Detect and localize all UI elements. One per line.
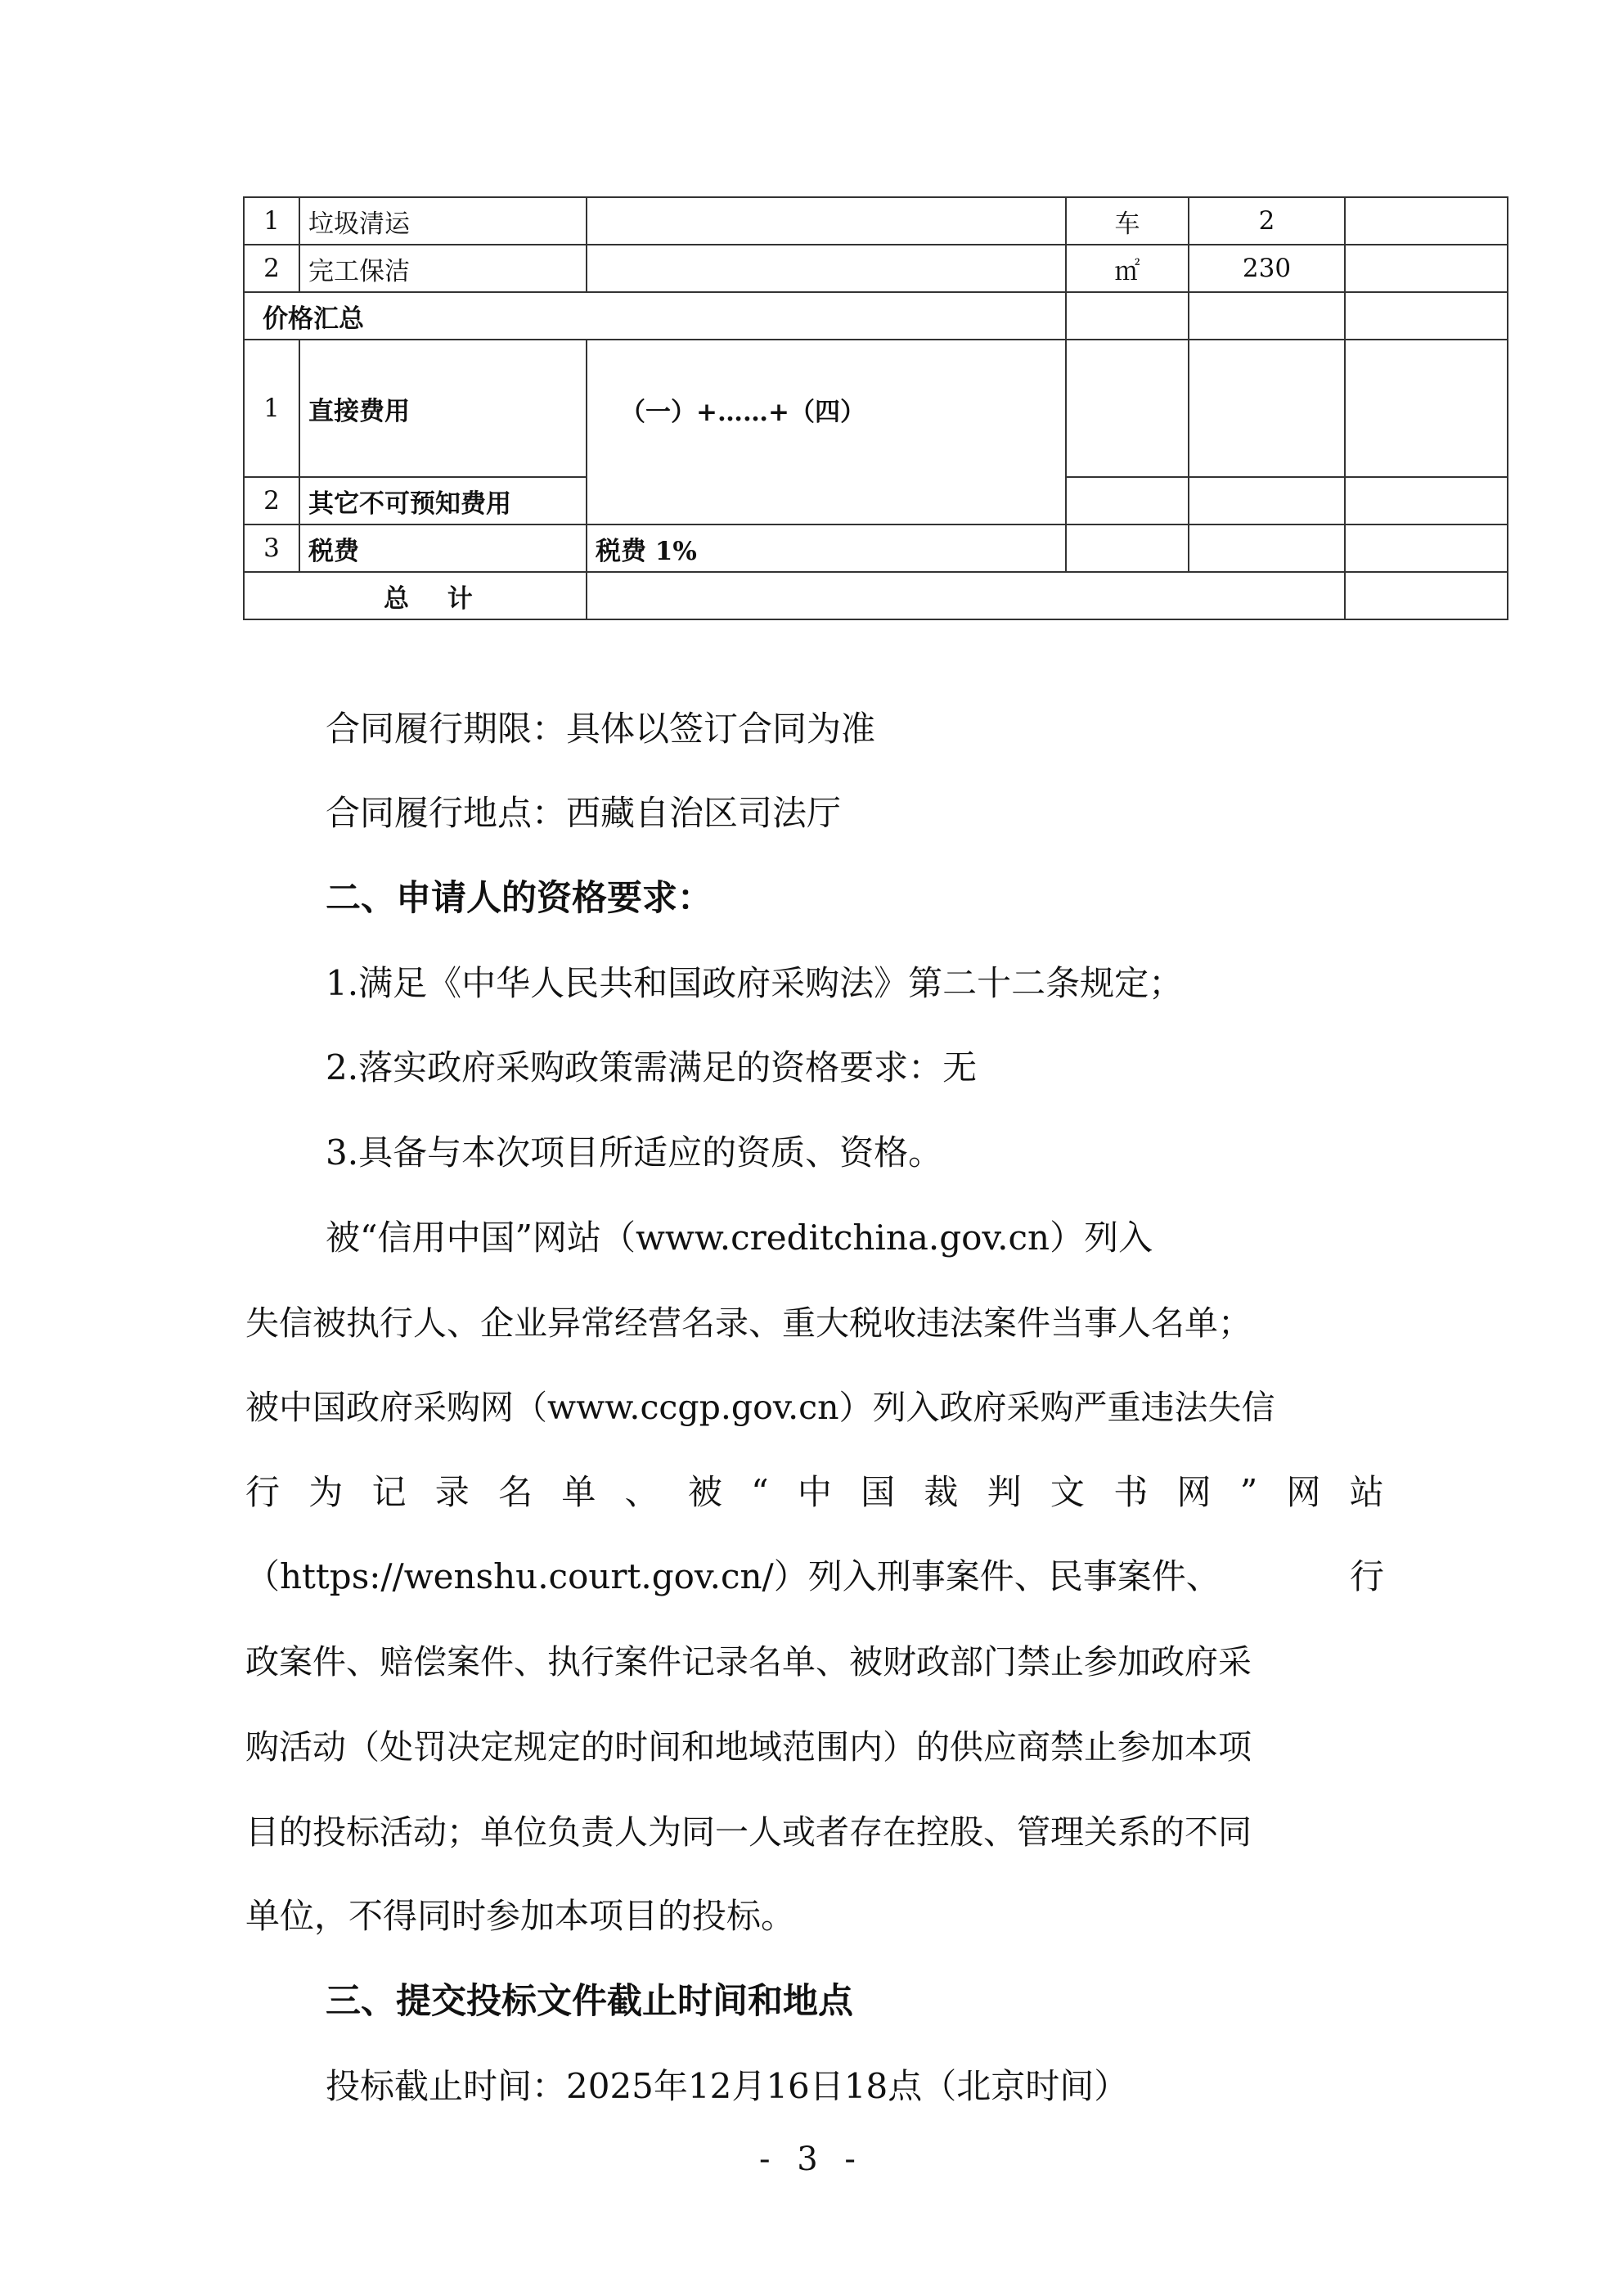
credit-line-3: 被中国政府采购网（www.ccgp.gov.cn）列入政府采购严重违法失信 [245,1388,1275,1427]
empty-cell [1345,340,1508,477]
empty-cell [1345,524,1508,572]
char: 判 [987,1472,1022,1512]
table-row [244,524,1508,572]
summary-name: 税费 [299,524,587,572]
char: 站 [1349,1472,1384,1512]
credit-line-1: 被“信用中国”网站（www.creditchina.gov.cn）列入 [326,1218,1153,1258]
credit-line-6: 政案件、赔偿案件、执行案件记录名单、被财政部门禁止参加政府采 [245,1642,1252,1681]
row-number: 1 [244,340,299,477]
empty-cell [1345,292,1508,340]
table-row [244,572,1508,619]
credit-line-5-right: 行 [1349,1556,1384,1596]
credit-line-5-left: （https://wenshu.court.gov.cn/）列入刑事案件、民事案件、 [245,1556,1221,1596]
empty-cell [1189,524,1345,572]
empty-cell [1066,477,1189,524]
char: 裁 [924,1472,959,1512]
table-row [244,197,1508,245]
empty-cell [1066,292,1189,340]
item-desc [587,245,1066,292]
section3-heading: 三、提交投标文件截止时间和地点 [326,1981,853,2022]
char: ” [1239,1472,1258,1512]
char: 国 [861,1472,896,1512]
empty-cell [1189,292,1345,340]
credit-line-4 [245,1468,1384,1517]
row-number: 2 [244,477,299,524]
item-name: 完工保洁 [299,245,587,292]
contract-location: 合同履行地点：西藏自治区司法厅 [326,793,842,833]
credit-line-9: 单位，不得同时参加本项目的投标。 [245,1896,796,1936]
char: 文 [1050,1472,1085,1512]
table-row [244,340,1508,477]
contract-term: 合同履行期限：具体以签订合同为准 [326,709,876,749]
empty-cell [1189,340,1345,477]
empty-cell [1066,340,1189,477]
section2-heading: 二、申请人的资格要求： [326,878,713,919]
item-name: 垃圾清运 [299,197,587,245]
summary-name: 其它不可预知费用 [299,477,587,524]
item-unit: ㎡ [1066,245,1189,292]
char: 中 [797,1472,832,1512]
table-row [244,245,1508,292]
char: “ [751,1472,769,1512]
char: 行 [245,1472,281,1512]
table-row [244,292,1508,340]
item-unit: 车 [1066,197,1189,245]
char: 录 [434,1472,470,1512]
credit-line-2: 失信被执行人、企业异常经营名录、重大税收违法案件当事人名单； [245,1303,1252,1343]
empty-cell [1345,477,1508,524]
requirement-1: 1.满足《中华人民共和国政府采购法》第二十二条规定； [326,963,1184,1003]
credit-line-7: 购活动（处罚决定规定的时间和地域范围内）的供应商禁止参加本项 [245,1727,1252,1767]
row-number: 3 [244,524,299,572]
page-number: - 3 - [759,2141,864,2178]
requirement-2: 2.落实政府采购政策需满足的资格要求：无 [326,1047,978,1087]
char: 单 [561,1472,596,1512]
empty-cell [1345,572,1508,619]
summary-title: 价格汇总 [244,292,1066,340]
requirement-3: 3.具备与本次项目所适应的资质、资格。 [326,1132,943,1173]
row-number: 1 [244,197,299,245]
item-qty: 230 [1189,245,1345,292]
bid-deadline: 投标截止时间：2025年12月16日18点（北京时间） [326,2066,1129,2106]
total-label: 总 计 [244,572,587,619]
tax-note: 税费 1% [587,524,1066,572]
item-desc [587,197,1066,245]
item-qty: 2 [1189,197,1345,245]
item-price [1345,245,1508,292]
char: 书 [1113,1472,1149,1512]
total-value [587,572,1345,619]
item-price [1345,197,1508,245]
empty-cell [1066,524,1189,572]
char: 名 [498,1472,533,1512]
row-number: 2 [244,245,299,292]
char: 网 [1286,1472,1321,1512]
price-table [243,196,1508,620]
char: 记 [371,1472,407,1512]
credit-line-5 [245,1552,1384,1601]
formula-cell: （一）+……+（四） [587,340,1066,524]
char: 被 [687,1472,722,1512]
char: 为 [308,1472,344,1512]
summary-name: 直接费用 [299,340,587,477]
char: 、 [624,1472,659,1512]
empty-cell [1189,477,1345,524]
char: 网 [1176,1472,1212,1512]
credit-line-8: 目的投标活动；单位负责人为同一人或者存在控股、管理关系的不同 [245,1812,1252,1852]
